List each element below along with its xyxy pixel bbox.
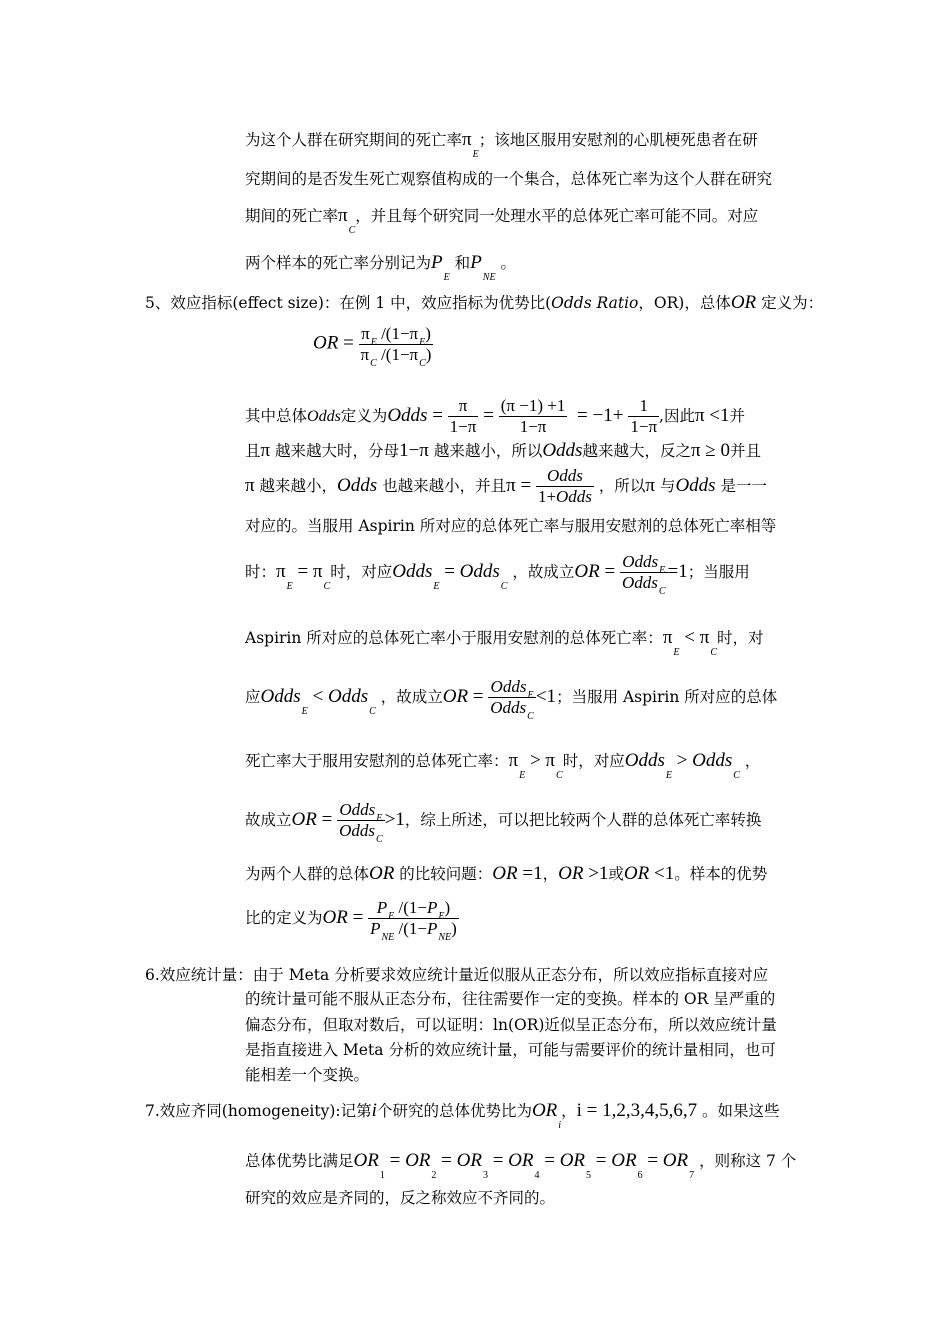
- odds-line-b: 且π 越来越大时，分母1−π 越来越小，所以Odds越来越大，反之π ≥ 0并且: [245, 440, 762, 461]
- odds-line-j: 为两个人群的总体OR 的比较问题：OR =1，OR >1或OR <1。样本的优势: [245, 863, 768, 884]
- intro-line-1: 为这个人群在研究期间的死亡率$\pi_E$；该地区服用安慰剂的心肌梗死患者在研: [245, 129, 758, 160]
- section-6-line-4: 是指直接进入 Meta 分析的效应统计量，可能与需要评价的统计量相同，也可: [245, 1041, 776, 1059]
- odds-line-f: Aspirin 所对应的总体死亡率小于服用安慰剂的总体死亡率：$\pi_E < \pi_C$时，对: [245, 627, 764, 658]
- intro-line-3: 期间的死亡率$\pi_C$，并且每个研究同一处理水平的总体死亡率可能不同。对应: [245, 205, 759, 236]
- odds-definition-line: 其中总体Odds定义为Odds = $\frac{\pi}{1-\pi}$ = $\frac{(\pi -1) +1}{1-\pi}$ = −1+ $\frac{1}{1-\pi}$ ,因此π <1并: [245, 396, 746, 437]
- odds-line-h: 死亡率大于服用安慰剂的总体死亡率：$\pi_E > \pi_C$时，对应Odds$_E$ > Odds$_C$ ，: [245, 750, 761, 781]
- section-6-line-5: 能相差一个变换。: [245, 1066, 370, 1084]
- section-6-line-3: 偏态分布，但取对数后，可以证明：ln(OR)近似呈正态分布，所以效应统计量: [245, 1016, 777, 1034]
- section-5-heading: 5、效应指标(effect size)：在例 1 中，效应指标为优势比(Odds Ratio，OR)，总体OR 定义为：: [145, 292, 824, 313]
- odds-line-e: 时：$\pi_E = \pi_C$时，对应Odds$_E$ = Odds$_C$ ，故成立OR = $\frac{Odds_E}{Odds_C}$ =1；当服用: [245, 552, 750, 598]
- section-6-line-2: 的统计量可能不服从正态分布，往往需要作一定的变换。样本的 OR 呈严重的: [245, 990, 776, 1008]
- section-7-line-1: 7.效应齐同(homogeneity):记第i个研究的总体优势比为$OR_i$，i = 1,2,3,4,5,6,7 。如果这些: [145, 1100, 780, 1131]
- odds-line-c: π 越来越小，Odds 也越来越小，并且π = $\frac{\text{Odds}}{\text{1+Odds}}$ ，所以π 与Odds 是一一: [245, 466, 768, 507]
- sample-or-definition: 比的定义为OR = $\frac{P_E /(1-P_E)}{P_{NE} /(1-P_{NE})}$: [245, 898, 457, 944]
- section-7-line-2: 总体优势比满足$OR_1 = OR_2 = OR_3 = OR_4 = OR_5 = OR_6 = OR_7$ ，则称这 7 个: [245, 1150, 797, 1181]
- section-7-line-3: 研究的效应是齐同的，反之称效应不齐同的。: [245, 1189, 556, 1207]
- or-population-formula: OR = $\frac{\pi_E /(1-\pi_E)}{\pi_C /(1-\pi_C)}$: [313, 324, 432, 369]
- odds-line-g: 应Odds$_E$ < Odds$_C$ ，故成立OR = $\frac{Odds_E}{Odds_C}$ <1；当服用 Aspirin 所对应的总体: [245, 677, 778, 723]
- odds-line-i: 故成立OR = $\frac{Odds_E}{Odds_C}$ >1，综上所述，可以把比较两个人群的总体死亡率转换: [245, 800, 762, 846]
- section-6-line-1: 6.效应统计量：由于 Meta 分析要求效应统计量近似服从正态分布，所以效应指标直接对应: [145, 966, 769, 984]
- intro-line-4: 两个样本的死亡率分别记为$P_E$ 和$P_{NE}$ 。: [245, 252, 517, 283]
- odds-line-d: 对应的。当服用 Aspirin 所对应的总体死亡率与服用安慰剂的总体死亡率相等: [245, 517, 777, 535]
- intro-line-2: 究期间的是否发生死亡观察值构成的一个集合，总体死亡率为这个人群在研究: [245, 170, 773, 188]
